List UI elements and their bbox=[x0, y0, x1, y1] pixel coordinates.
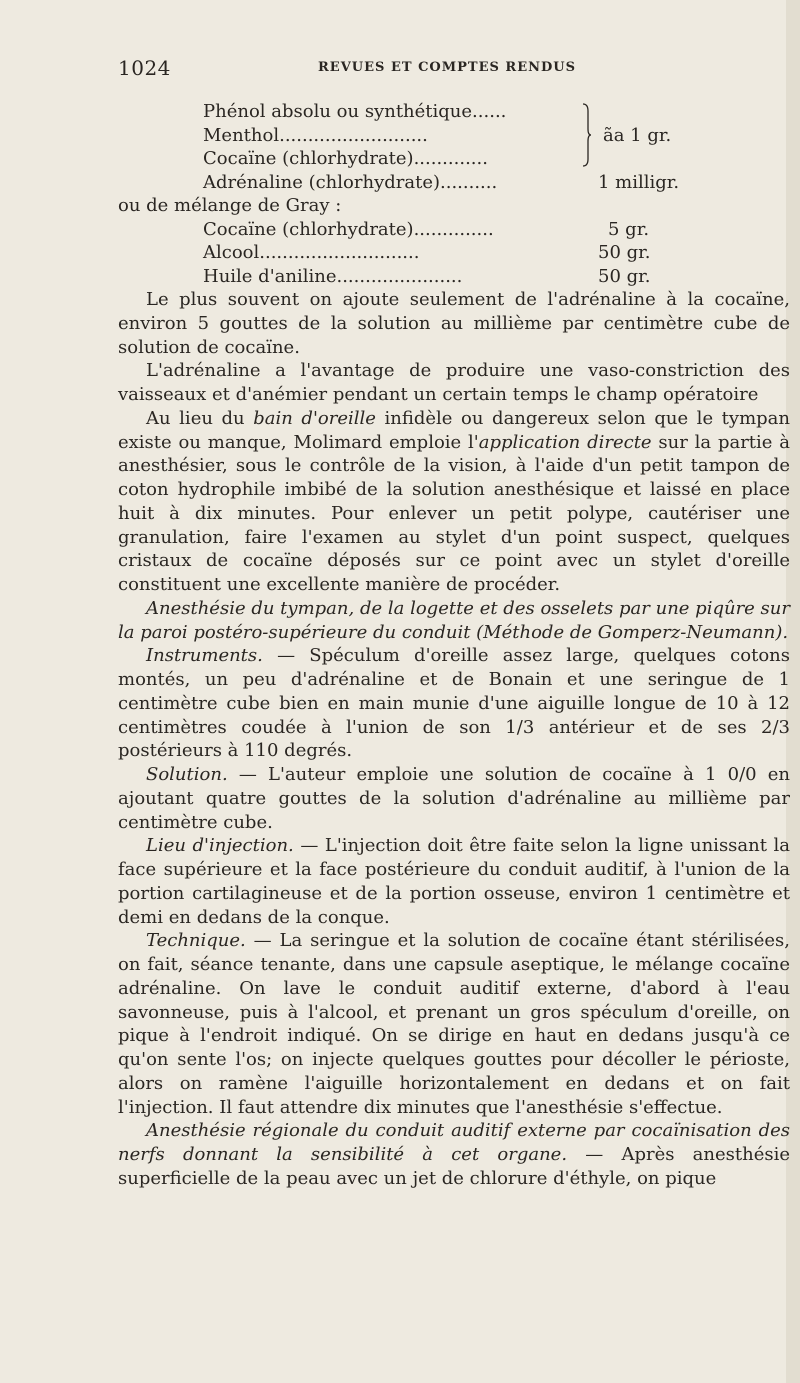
formula-line bbox=[118, 171, 790, 195]
run-in-heading: Instruments. bbox=[146, 645, 263, 667]
ingredient-quantity: 50 gr. bbox=[598, 265, 651, 287]
page-header bbox=[118, 56, 790, 86]
formula-line bbox=[118, 194, 790, 218]
formula-intro: ou de mélange de Gray : bbox=[118, 195, 342, 216]
formula-line bbox=[118, 218, 790, 242]
ingredient-name: Phénol absolu ou synthétique...... bbox=[203, 101, 507, 122]
ingredient-quantity: 1 milligr. bbox=[598, 171, 680, 193]
ingredient-name: Cocaïne (chlorhydrate)............. bbox=[203, 148, 488, 169]
ingredient-quantity: 5 gr. bbox=[608, 218, 650, 240]
italic-term: application directe bbox=[478, 431, 652, 453]
formula-block bbox=[118, 100, 790, 288]
text-run: — La seringue et la solution de cocaïne étant stérilisées, on fait, séance tenante, dans une capsule aseptique, le mélange cocaïne adrénaline. On lave le conduit auditif externe, d'abord à l'eau savonneuse, puis à l'alcool, et prenant un gros spéculum d'oreille, on pique à l'endroit indiqué. On se dirige en haut en dedans jusqu'à ce qu'on sente l'os; on injecte quelques gouttes pour décoller le périoste, alors on ramène l'aiguille horizontalement en dedans et on fait l'injection. Il faut attendre dix minutes que l'anesthésie s'effectue. bbox=[118, 930, 790, 1118]
ingredient-quantity: 50 gr. bbox=[598, 242, 651, 263]
text-run: — L'auteur emploie une solution de cocaïne à 1 0/0 en ajoutant quatre gouttes de la solution d'adrénaline au millième par centimètre cube. bbox=[118, 764, 790, 833]
formula-line bbox=[118, 241, 790, 265]
paragraph bbox=[118, 407, 790, 597]
text-run: — Après anesthésie superficielle de la peau avec un jet de chlorure d'éthyle, on pique bbox=[118, 1144, 790, 1189]
paragraph bbox=[118, 929, 790, 1119]
italic-heading: Anesthésie du tympan, de la logette et des osselets par une piqûre sur la paroi postéro-supérieure du conduit (Méthode de Gomperz-Neumann). bbox=[118, 597, 790, 643]
run-in-heading: Solution. bbox=[146, 764, 228, 785]
formula-line bbox=[118, 100, 790, 124]
formula-line bbox=[118, 147, 790, 171]
run-in-heading: Anesthésie régionale du conduit auditif externe par cocaïnisation des nerfs donnant la sensibilité à cet organe. bbox=[118, 1120, 790, 1165]
ingredient-name: Adrénaline (chlorhydrate).......... bbox=[203, 171, 498, 193]
ingredient-quantity: ãa 1 gr. bbox=[603, 124, 672, 146]
section-heading-italic bbox=[118, 597, 790, 645]
italic-term: bain d'oreille bbox=[253, 407, 376, 429]
paragraph bbox=[118, 834, 790, 929]
ingredient-name: Cocaïne (chlorhydrate).............. bbox=[203, 218, 494, 240]
body-text bbox=[118, 288, 790, 1191]
paragraph bbox=[118, 763, 790, 834]
ingredient-name: Alcool............................ bbox=[203, 242, 420, 263]
paragraph bbox=[118, 644, 790, 763]
run-in-heading: Lieu d'injection. bbox=[146, 835, 294, 857]
text-run: — L'injection doit être faite selon la ligne unissant la face supérieure et la face postérieure du conduit auditif, à l'union de la portion cartilagineuse et de la portion osseuse, environ 1 centimètre et demi en dedans de la conque. bbox=[118, 835, 791, 928]
paragraph bbox=[118, 1119, 790, 1190]
brace-icon bbox=[581, 103, 591, 167]
run-in-heading: Technique. bbox=[146, 930, 246, 952]
text-run: sur la partie à anesthésier, sous le contrôle de la vision, à l'aide d'un petit tampon de coton hydrophile imbibé de la solution anesthésique et laissé en place huit à dix minutes. Pour enlever un petit polype, cautériser une granulation, faire l'examen au stylet d'un point suspect, quelques cristaux de cocaïne déposés sur ce point avec un stylet d'oreille constituent une excellente manière de procéder. bbox=[118, 431, 790, 595]
formula-line bbox=[118, 124, 790, 148]
ingredient-name: Huile d'aniline...................... bbox=[203, 265, 463, 287]
running-head: REVUES ET COMPTES RENDUS bbox=[318, 60, 576, 75]
page-number: 1024 bbox=[118, 56, 171, 80]
ingredient-name: Menthol.......................... bbox=[203, 124, 428, 146]
paragraph: Le plus souvent on ajoute seulement de l'adrénaline à la cocaïne, environ 5 gouttes de la solution au millième par centimètre cube de solution de cocaïne. bbox=[118, 289, 790, 358]
text-run: infidèle ou dangereux selon que le tympan existe ou manque, Molimard emploie l' bbox=[118, 407, 791, 453]
text-run: — Spéculum d'oreille assez large, quelques cotons montés, un peu d'adrénaline et de Bonain et une seringue de 1 centimètre cube bien en main munie d'une aiguille longue de 10 à 12 centimètres coudée à l'union de son 1/3 antérieur et de ses 2/3 postérieurs à 110 degrés. bbox=[118, 645, 790, 762]
formula-line bbox=[118, 265, 790, 289]
text-run: Au lieu du bbox=[146, 407, 254, 429]
paragraph: L'adrénaline a l'avantage de produire une vaso-constriction des vaisseaux et d'anémier pendant un certain temps le champ opératoire bbox=[118, 360, 790, 405]
